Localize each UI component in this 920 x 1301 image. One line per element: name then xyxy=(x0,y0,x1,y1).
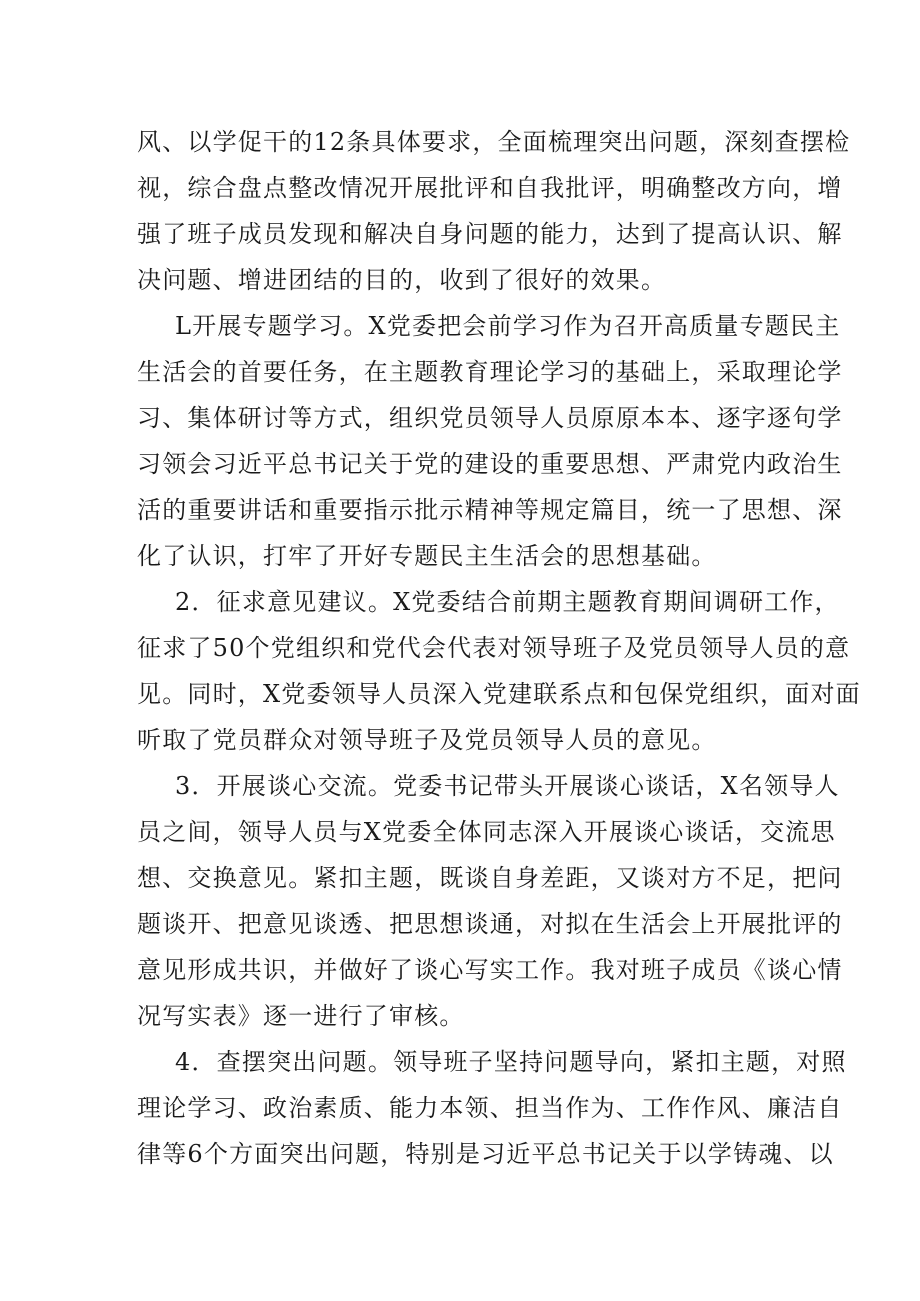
paragraph-heading-line: 2．征求意见建议。X党委结合前期主题教育期间调研工作， xyxy=(175,588,840,616)
text-line: 化了认识，打牢了开好专题民主生活会的思想基础。 xyxy=(137,542,717,570)
text-line: 想、交换意见。紧扣主题，既谈自身差距，又谈对方不足，把问 xyxy=(137,864,843,892)
paragraph-heading-line: 3．开展谈心交流。党委书记带头开展谈心谈话，X名领导人 xyxy=(175,772,840,800)
text-line: 况写实表》逐一进行了审核。 xyxy=(137,1002,465,1030)
text-line: 见。同时，X党委领导人员深入党建联系点和包保党组织，面对面 xyxy=(137,680,861,708)
text-line: 员之间，领导人员与X党委全体同志深入开展谈心谈话，交流思 xyxy=(137,818,836,846)
text-line: 生活会的首要任务，在主题教育理论学习的基础上，采取理论学 xyxy=(137,358,843,386)
text-line: 律等6个方面突出问题，特别是习近平总书记关于以学铸魂、以 xyxy=(137,1140,834,1168)
text-line: 习、集体研讨等方式，组织党员领导人员原原本本、逐字逐句学 xyxy=(137,404,843,432)
text-line: 风、以学促干的12条具体要求，全面梳理突出问题，深刻查摆检 xyxy=(137,128,851,156)
text-line: 视，综合盘点整改情况开展批评和自我批评，明确整改方向，增 xyxy=(137,174,843,202)
text-line: 理论学习、政治素质、能力本领、担当作为、工作作风、廉洁自 xyxy=(137,1094,843,1122)
text-line: 活的重要讲话和重要指示批示精神等规定篇目，统一了思想、深 xyxy=(137,496,843,524)
paragraph-heading-line: L开展专题学习。X党委把会前学习作为召开高质量专题民主 xyxy=(175,312,841,340)
text-line: 意见形成共识，并做好了谈心写实工作。我对班子成员《谈心情 xyxy=(137,956,843,984)
text-line: 习领会习近平总书记关于党的建设的重要思想、严肃党内政治生 xyxy=(137,450,843,478)
text-line: 决问题、增进团结的目的，收到了很好的效果。 xyxy=(137,266,667,294)
text-line: 征求了50个党组织和党代会代表对领导班子及党员领导人员的意 xyxy=(137,634,851,662)
text-line: 题谈开、把意见谈透、把思想谈通，对拟在生活会上开展批评的 xyxy=(137,910,843,938)
text-line: 听取了党员群众对领导班子及党员领导人员的意见。 xyxy=(137,726,717,754)
paragraph-heading-line: 4．查摆突出问题。领导班子坚持问题导向，紧扣主题，对照 xyxy=(175,1048,847,1076)
text-line: 强了班子成员发现和解决自身问题的能力，达到了提高认识、解 xyxy=(137,220,843,248)
